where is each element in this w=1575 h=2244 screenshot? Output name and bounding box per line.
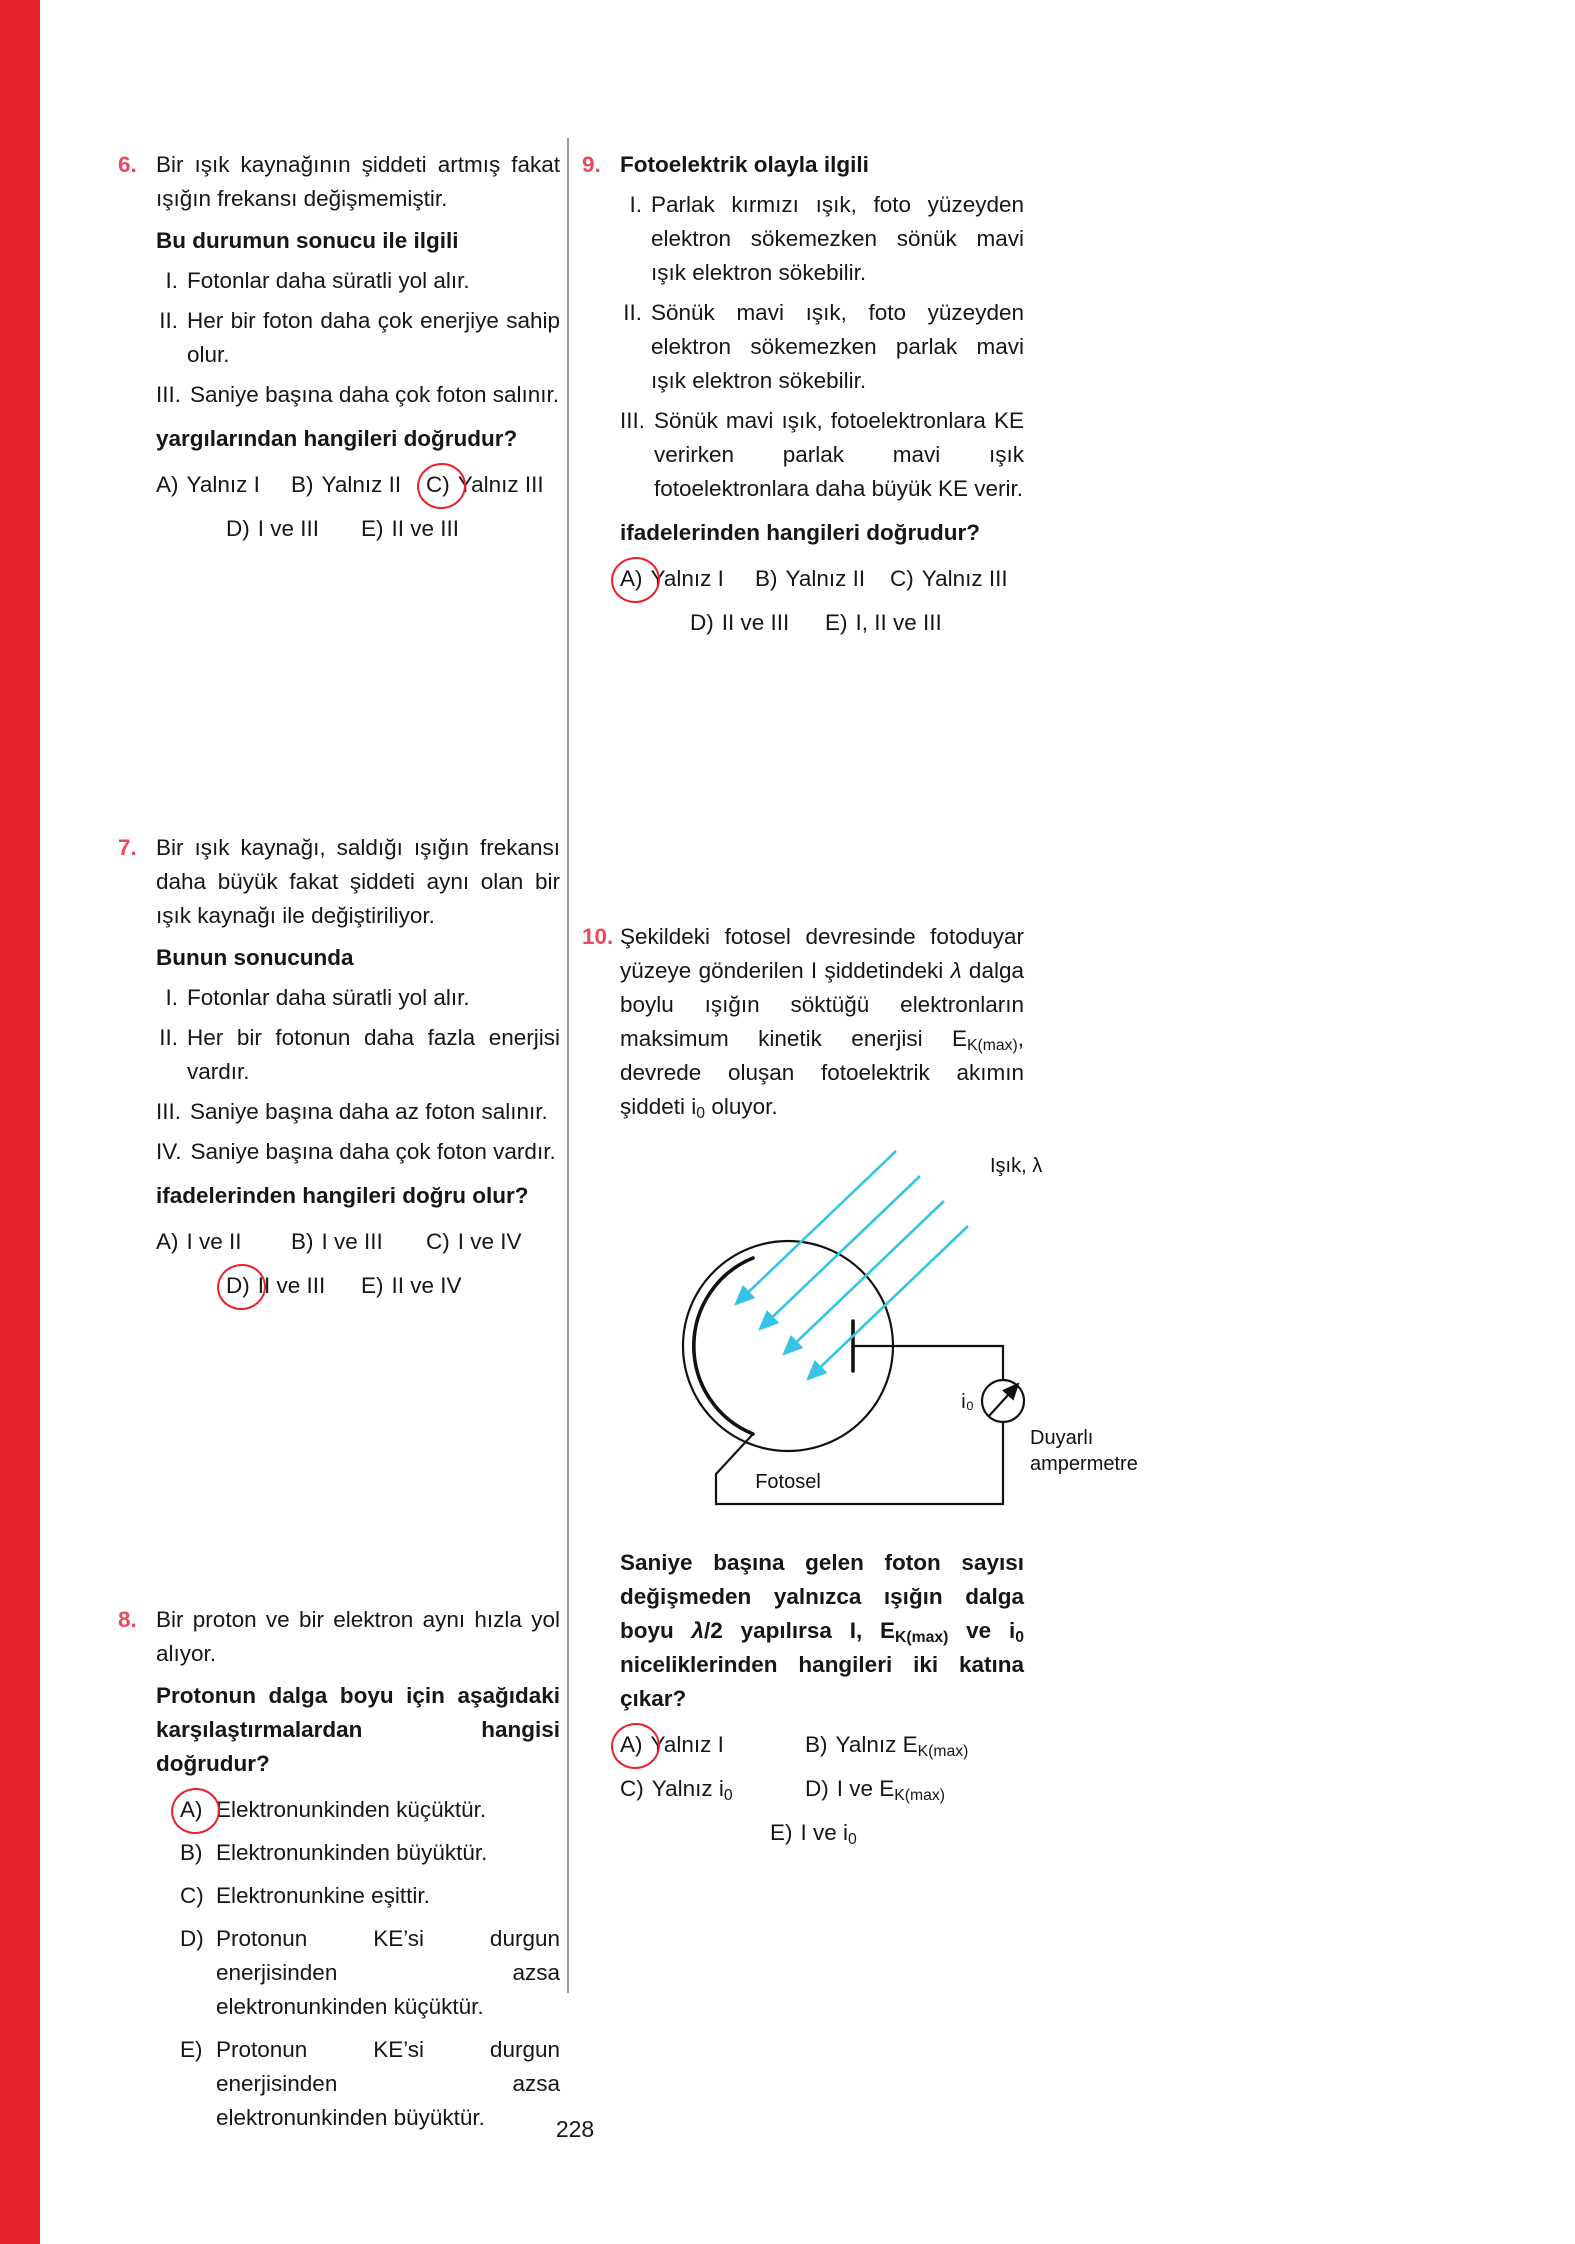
option-a — [620, 562, 755, 596]
question-6-body — [156, 148, 560, 546]
option-text: Yalnız I — [186, 472, 260, 497]
option-letter: B) — [180, 1840, 203, 1865]
option-text: Elektronunkinden küçüktür. — [216, 1797, 487, 1822]
question-6-number: 6. — [118, 152, 137, 177]
option-text: Elektronunkine eşittir. — [216, 1883, 430, 1908]
option-text: Protonun KE’si durgun enerjisinden azsa elektronunkinden büyüktür. — [216, 2037, 560, 2130]
question-6 — [118, 148, 560, 546]
options-row — [156, 1225, 560, 1259]
question-7-intro: Bir ışık kaynağı, saldığı ışığın frekansı daha büyük fakat şiddeti aynı olan bir ışık kaynağı ile değiştiriliyor. — [156, 835, 560, 928]
options-row — [156, 1269, 560, 1303]
option-b — [291, 468, 426, 502]
option-b — [755, 562, 890, 596]
statement-item — [156, 1095, 560, 1129]
option-text: Yalnız $E_{K(max)}$ — [835, 1732, 969, 1760]
option-b — [805, 1728, 968, 1762]
option-e — [770, 1816, 857, 1850]
option-d — [226, 1269, 361, 1303]
statement-numeral: I. — [165, 985, 178, 1010]
question-7-number: 7. — [118, 835, 137, 860]
option-text: Protonun KE’si durgun enerjisinden azsa elektronunkinden küçüktür. — [216, 1926, 560, 2019]
option-text: Yalnız III — [921, 566, 1008, 591]
current-label: i₀ — [961, 1391, 974, 1413]
option-d — [156, 1922, 560, 2024]
question-10-ask: Saniye başına gelen foton sayısı değişmeden yalnızca ışığın dalga boyu λ/2 yapılırsa I, $E_{K(max)}$ ve $i_0$ niceliklerinden hangileri iki katına çıkar? — [620, 1550, 1024, 1711]
ammeter-label-line2: ampermetre — [1030, 1453, 1138, 1475]
question-9-lead: Fotoelektrik olayla ilgili — [620, 152, 869, 177]
statement-numeral: II. — [159, 308, 178, 333]
statement-item — [156, 1135, 560, 1169]
option-text: II ve III — [391, 516, 460, 541]
question-8 — [118, 1603, 560, 2135]
option-c — [426, 1225, 522, 1259]
statement-numeral: II. — [623, 300, 642, 325]
statement-text: Her bir fotonun daha fazla enerjisi vardır. — [187, 1025, 560, 1084]
statement-numeral: III. — [620, 408, 646, 433]
options-row — [620, 1728, 1024, 1762]
question-7-lead: Bunun sonucunda — [156, 945, 354, 970]
question-7 — [118, 831, 560, 1303]
statement-text: Her bir foton daha çok enerjiye sahip olur. — [187, 308, 560, 367]
photocell-label: Fotosel — [755, 1471, 821, 1493]
option-d — [805, 1772, 945, 1806]
circled-answer: A) — [620, 1728, 643, 1762]
question-8-number: 8. — [118, 1607, 137, 1632]
question-6-statements — [156, 264, 560, 412]
option-text: I ve $E_{K(max)}$ — [836, 1776, 946, 1804]
circled-answer: C) — [426, 468, 450, 502]
question-6-ask: yargılarından hangileri doğrudur? — [156, 426, 518, 451]
option-letter: E) — [825, 610, 848, 635]
right-column — [582, 148, 1138, 1850]
left-column — [118, 148, 560, 2135]
question-7-statements — [156, 981, 560, 1169]
ammeter-needle — [989, 1384, 1018, 1416]
statement-item — [620, 188, 1024, 290]
question-8-intro: Bir proton ve bir elektron aynı hızla yol alıyor. — [156, 1607, 560, 1666]
question-8-lead: Protonun dalga boyu için aşağıdaki karşılaştırmalardan hangisi doğrudur? — [156, 1683, 560, 1776]
options-row — [620, 562, 1024, 596]
statement-text: Sönük mavi ışık, foto yüzeyden elektron sökemezken parlak mavi ışık elektron sökebilir. — [651, 300, 1024, 393]
statement-numeral: I. — [165, 268, 178, 293]
ammeter-label-line1: Duyarlı — [1030, 1427, 1094, 1449]
statement-item — [620, 404, 1024, 506]
option-d — [690, 606, 825, 640]
question-10-options — [620, 1728, 1024, 1850]
question-6-lead: Bu durumun sonucu ile ilgili — [156, 228, 459, 253]
option-letter: E) — [180, 2037, 203, 2062]
circled-answer: A) — [620, 562, 643, 596]
options-row — [156, 512, 560, 546]
question-6-options — [156, 468, 560, 546]
option-text: II ve III — [721, 610, 790, 635]
left-red-stripe — [0, 0, 40, 2244]
statement-item — [156, 981, 560, 1015]
light-ray — [760, 1176, 920, 1329]
question-9 — [582, 148, 1024, 640]
option-text: Yalnız $i_0$ — [651, 1776, 733, 1804]
option-letter: C) — [890, 566, 914, 591]
option-letter: A) — [156, 472, 179, 497]
option-letter: E) — [770, 1820, 793, 1845]
question-9-number: 9. — [582, 152, 601, 177]
options-row — [620, 1772, 1024, 1806]
question-10-body — [620, 920, 1138, 1850]
question-10-intro: Şekildeki fotosel devresinde fotoduyar yüzeye gönderilen I şiddetindeki λ dalga boylu ışığın söktüğü elektronların maksimum kinetik enerjisi $E_{K(max)}$, devrede oluşan fotoelektrik akımın şiddeti $i_0$ oluyor. — [620, 924, 1024, 1122]
option-a — [156, 1793, 560, 1827]
question-9-statements — [620, 188, 1024, 506]
light-ray — [784, 1201, 944, 1354]
option-c — [620, 1772, 805, 1806]
light-ray — [736, 1151, 896, 1304]
light-label: Işık, λ — [990, 1155, 1043, 1177]
statement-text: Saniye başına daha az foton salınır. — [190, 1099, 548, 1124]
option-letter: E) — [361, 516, 384, 541]
option-b — [291, 1225, 426, 1259]
option-b — [156, 1836, 560, 1870]
statement-text: Parlak kırmızı ışık, foto yüzeyden elektron sökemezken sönük mavi ışık elektron sökebilir. — [651, 192, 1024, 285]
option-a — [156, 1225, 291, 1259]
statement-numeral: III. — [156, 382, 182, 407]
option-text: I ve II — [186, 1229, 242, 1254]
option-text: Yalnız II — [785, 566, 866, 591]
question-7-options — [156, 1225, 560, 1303]
statement-item — [156, 378, 560, 412]
option-d — [226, 512, 361, 546]
statement-text: Fotonlar daha süratli yol alır. — [187, 268, 470, 293]
option-text: Yalnız I — [650, 566, 724, 591]
option-letter: D) — [180, 1926, 204, 1951]
question-8-options — [156, 1793, 560, 2135]
statement-text: Saniye başına daha çok foton salınır. — [190, 382, 560, 407]
option-text: II ve III — [257, 1273, 326, 1298]
question-10-number: 10. — [582, 924, 614, 949]
question-9-ask: ifadelerinden hangileri doğrudur? — [620, 520, 981, 545]
page-number: 228 — [555, 2116, 595, 2142]
question-6-intro: Bir ışık kaynağının şiddeti artmış fakat ışığın frekansı değişmemiştir. — [156, 152, 560, 211]
question-8-body — [156, 1603, 560, 2135]
option-text: Yalnız I — [650, 1732, 724, 1757]
light-ray — [808, 1226, 968, 1379]
option-text: I ve $i_0$ — [800, 1820, 857, 1848]
option-text: I ve III — [321, 1229, 383, 1254]
statement-item — [620, 296, 1024, 398]
option-letter: C) — [620, 1776, 644, 1801]
options-row — [156, 468, 560, 502]
option-text: Yalnız III — [457, 472, 544, 497]
option-e — [361, 1269, 462, 1303]
circled-answer: A) — [180, 1793, 208, 1827]
option-text: I, II ve III — [855, 610, 942, 635]
option-letter: D) — [690, 610, 714, 635]
option-letter: C) — [180, 1883, 204, 1908]
options-row — [620, 1816, 1024, 1850]
statement-numeral: IV. — [156, 1139, 182, 1164]
question-7-ask: ifadelerinden hangileri doğru olur? — [156, 1183, 529, 1208]
question-10 — [582, 920, 1138, 1850]
option-letter: B) — [291, 472, 314, 497]
option-text: Yalnız II — [321, 472, 402, 497]
option-e — [825, 606, 942, 640]
option-letter: A) — [156, 1229, 179, 1254]
option-text: I ve IV — [457, 1229, 522, 1254]
option-text: Elektronunkinden büyüktür. — [216, 1840, 488, 1865]
column-divider — [567, 138, 569, 1993]
option-letter: E) — [361, 1273, 384, 1298]
option-c — [426, 468, 544, 502]
photocell-circuit-diagram — [638, 1136, 1138, 1536]
statement-item — [156, 264, 560, 298]
statement-text: Fotonlar daha süratli yol alır. — [187, 985, 470, 1010]
option-letter: B) — [755, 566, 778, 591]
statement-numeral: III. — [156, 1099, 182, 1124]
option-text: I ve III — [257, 516, 320, 541]
circled-answer: D) — [226, 1269, 250, 1303]
option-letter: B) — [291, 1229, 314, 1254]
statement-item — [156, 1021, 560, 1089]
question-7-body — [156, 831, 560, 1303]
statement-text: Saniye başına daha çok foton vardır. — [190, 1139, 556, 1164]
statement-item — [156, 304, 560, 372]
statement-text: Sönük mavi ışık, fotoelektronlara KE verirken parlak mavi ışık fotoelektronlara daha büyük KE verir. — [654, 408, 1024, 501]
option-text: II ve IV — [391, 1273, 462, 1298]
statement-numeral: II. — [159, 1025, 178, 1050]
option-letter: B) — [805, 1732, 828, 1757]
options-row — [620, 606, 1024, 640]
option-a — [156, 468, 291, 502]
option-c — [156, 1879, 560, 1913]
statement-numeral: I. — [629, 192, 642, 217]
question-9-body — [620, 148, 1024, 640]
option-letter: C) — [426, 1229, 450, 1254]
option-e — [361, 512, 459, 546]
option-letter: D) — [805, 1776, 829, 1801]
option-letter: D) — [226, 516, 250, 541]
option-c — [890, 562, 1008, 596]
question-9-options — [620, 562, 1024, 640]
option-a — [620, 1728, 805, 1762]
